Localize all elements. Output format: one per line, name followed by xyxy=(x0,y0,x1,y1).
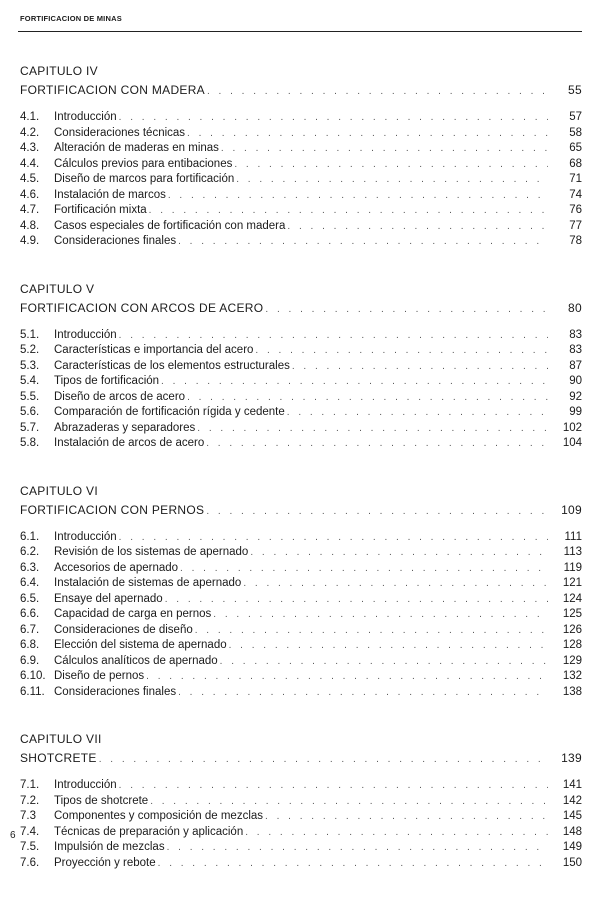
section-title: Casos especiales de fortificación con madera xyxy=(54,219,286,232)
section-title: Abrazaderas y separadores xyxy=(54,421,196,434)
chapter-title-row xyxy=(20,502,582,520)
dot-leader xyxy=(178,686,548,701)
toc-entry xyxy=(20,234,582,250)
toc-entry xyxy=(20,141,582,157)
section-number: 6.10. xyxy=(20,670,46,682)
dot-leader xyxy=(119,111,548,126)
dot-leader xyxy=(255,344,548,359)
dot-leader xyxy=(178,235,548,250)
section-page: 92 xyxy=(569,390,582,403)
section-number: 4.2. xyxy=(20,126,40,139)
section-number: 5.3. xyxy=(20,359,40,372)
running-header: FORTIFICACION DE MINAS xyxy=(20,14,122,23)
toc-entry xyxy=(20,157,582,173)
dot-leader xyxy=(158,857,548,872)
section-page: 57 xyxy=(569,111,582,123)
section-number: 4.9. xyxy=(20,235,40,247)
section-number: 4.3. xyxy=(20,142,40,154)
toc-entry xyxy=(20,328,582,344)
chapter-title-row xyxy=(20,300,582,318)
chapter-label: CAPITULO VII xyxy=(20,732,102,746)
section-number: 6.5. xyxy=(20,592,40,605)
chapter-title-row xyxy=(20,82,582,100)
toc-entry xyxy=(20,359,582,375)
section-title: Características de los elementos estructurales xyxy=(54,359,290,372)
dot-leader xyxy=(229,639,548,654)
chapter-title-row xyxy=(20,750,582,768)
chapter-title: FORTIFICACION CON MADERA xyxy=(20,83,205,97)
section-title: Fortificación mixta xyxy=(54,204,147,216)
section-page: 126 xyxy=(562,623,582,636)
dot-leader xyxy=(243,577,548,592)
dot-leader xyxy=(197,422,548,437)
section-number: 4.1. xyxy=(20,111,40,123)
section-page: 74 xyxy=(569,188,582,201)
section-page: 132 xyxy=(562,670,582,682)
dot-leader xyxy=(165,593,548,608)
section-page: 138 xyxy=(562,685,582,698)
toc-entry xyxy=(20,623,582,639)
section-page: 128 xyxy=(562,639,582,651)
toc-entry xyxy=(20,203,582,219)
toc-entry xyxy=(20,638,582,654)
toc-entry xyxy=(20,530,582,546)
section-number: 7.4. xyxy=(20,825,40,838)
dot-leader xyxy=(195,624,548,639)
section-title: Instalación de arcos de acero xyxy=(54,437,205,449)
section-title: Introducción xyxy=(54,328,117,341)
chapter-page: 109 xyxy=(561,502,582,517)
chapter-block xyxy=(20,282,582,452)
section-page: 142 xyxy=(562,794,582,807)
section-number: 5.6. xyxy=(20,406,40,418)
dot-leader xyxy=(161,375,548,390)
toc-entry xyxy=(20,825,582,841)
section-title: Revisión de los sistemas de apernado xyxy=(54,546,249,558)
table-of-contents xyxy=(20,64,582,903)
section-title: Capacidad de carga en pernos xyxy=(54,608,212,620)
dot-leader xyxy=(167,841,548,856)
dot-leader xyxy=(187,391,548,406)
chapter-title: FORTIFICACION CON PERNOS xyxy=(20,502,205,517)
section-title: Introducción xyxy=(54,530,117,543)
section-title: Alteración de maderas en minas xyxy=(54,142,219,154)
toc-entry xyxy=(20,343,582,359)
toc-entry xyxy=(20,405,582,421)
section-number: 4.8. xyxy=(20,219,40,232)
dot-leader xyxy=(99,752,548,768)
dot-leader xyxy=(265,810,548,825)
section-page: 145 xyxy=(562,810,582,822)
section-title: Diseño de arcos de acero xyxy=(54,390,186,403)
toc-entry xyxy=(20,592,582,608)
chapter-label: CAPITULO IV xyxy=(20,64,98,78)
dot-leader xyxy=(149,204,548,219)
section-title: Consideraciones de diseño xyxy=(54,623,193,636)
section-number: 5.8. xyxy=(20,437,40,449)
section-number: 6.8. xyxy=(20,639,40,651)
section-title: Cálculos analíticos de apernado xyxy=(54,654,218,667)
page-number: 6 xyxy=(10,830,16,841)
dot-leader xyxy=(206,504,548,520)
section-number: 5.4. xyxy=(20,375,40,387)
section-title: Consideraciones finales xyxy=(54,685,177,698)
section-number: 6.1. xyxy=(20,530,40,543)
section-page: 129 xyxy=(562,654,582,667)
section-page: 104 xyxy=(562,437,582,449)
section-page: 87 xyxy=(569,359,582,372)
section-number: 7.5. xyxy=(20,841,40,853)
section-number: 6.6. xyxy=(20,608,40,620)
section-title: Comparación de fortificación rígida y cedente xyxy=(54,406,285,418)
section-page: 149 xyxy=(562,841,582,853)
chapter-block xyxy=(20,732,582,871)
dot-leader xyxy=(292,360,548,375)
section-number: 6.11. xyxy=(20,685,45,698)
section-page: 99 xyxy=(569,406,582,418)
section-title: Tipos de shotcrete xyxy=(54,794,149,807)
dot-leader xyxy=(213,608,548,623)
chapter-label: CAPITULO V xyxy=(20,281,95,296)
section-page: 102 xyxy=(562,421,582,434)
toc-entry xyxy=(20,576,582,592)
section-number: 4.7. xyxy=(20,204,40,216)
section-title: Instalación de sistemas de apernado xyxy=(54,577,242,589)
section-number: 7.3 xyxy=(20,810,36,822)
section-title: Cálculos previos para entibaciones xyxy=(54,157,233,170)
section-title: Técnicas de preparación y aplicación xyxy=(54,825,244,838)
toc-entry xyxy=(20,809,582,825)
toc-entry xyxy=(20,669,582,685)
section-title: Introducción xyxy=(54,111,117,123)
dot-leader xyxy=(119,329,548,344)
dot-leader xyxy=(245,826,548,841)
toc-entry xyxy=(20,421,582,437)
chapter-page: 80 xyxy=(568,300,582,315)
section-number: 6.9. xyxy=(20,654,40,667)
dot-leader xyxy=(220,655,548,670)
dot-leader xyxy=(206,437,548,452)
section-title: Componentes y composición de mezclas xyxy=(54,810,264,822)
section-title: Introducción xyxy=(54,779,117,791)
section-title: Elección del sistema de apernado xyxy=(54,639,227,651)
section-title: Ensaye del apernado xyxy=(54,592,163,605)
chapter-title: SHOTCRETE xyxy=(20,751,97,765)
toc-entry xyxy=(20,172,582,188)
section-page: 141 xyxy=(562,779,582,791)
section-page: 124 xyxy=(562,592,582,605)
toc-entry xyxy=(20,856,582,872)
toc-entry xyxy=(20,654,582,670)
header-rule xyxy=(18,31,582,32)
section-title: Impulsión de mezclas xyxy=(54,841,165,853)
section-number: 7.1. xyxy=(20,779,40,791)
section-number: 4.4. xyxy=(20,157,40,170)
toc-entry xyxy=(20,390,582,406)
toc-entry xyxy=(20,110,582,126)
section-title: Consideraciones técnicas xyxy=(54,126,186,139)
section-page: 71 xyxy=(569,173,582,185)
section-number: 4.6. xyxy=(20,188,40,201)
section-page: 113 xyxy=(563,546,582,558)
dot-leader xyxy=(234,158,548,173)
section-page: 150 xyxy=(562,856,582,869)
section-number: 5.2. xyxy=(20,344,40,356)
dot-leader xyxy=(265,302,548,318)
section-title: Instalación de marcos xyxy=(54,188,166,201)
dot-leader xyxy=(119,531,548,546)
toc-entry xyxy=(20,794,582,810)
section-number: 6.7. xyxy=(20,623,40,636)
chapter-label: CAPITULO VI xyxy=(20,483,98,498)
section-title: Características e importancia del acero xyxy=(54,344,254,356)
section-title: Accesorios de apernado xyxy=(54,561,179,574)
dot-leader xyxy=(236,173,548,188)
dot-leader xyxy=(250,546,548,561)
dot-leader xyxy=(221,142,548,157)
section-title: Tipos de fortificación xyxy=(54,375,160,387)
toc-entry xyxy=(20,778,582,794)
dot-leader xyxy=(150,795,548,810)
dot-leader xyxy=(180,562,548,577)
section-number: 4.5. xyxy=(20,173,40,185)
section-title: Diseño de marcos para fortificación xyxy=(54,173,235,185)
section-number: 6.4. xyxy=(20,577,40,589)
section-page: 77 xyxy=(569,219,582,232)
section-title: Consideraciones finales xyxy=(54,235,177,247)
section-page: 90 xyxy=(569,375,582,387)
dot-leader xyxy=(119,779,548,794)
section-page: 58 xyxy=(569,126,582,139)
toc-entry xyxy=(20,685,582,701)
section-title: Proyección y rebote xyxy=(54,856,156,869)
dot-leader xyxy=(207,84,548,100)
section-page: 83 xyxy=(569,344,582,356)
toc-entry xyxy=(20,219,582,235)
toc-entry xyxy=(20,840,582,856)
section-page: 119 xyxy=(563,561,582,574)
toc-entry xyxy=(20,126,582,142)
chapter-block xyxy=(20,64,582,250)
section-page: 78 xyxy=(569,235,582,247)
toc-entry xyxy=(20,545,582,561)
dot-leader xyxy=(168,189,548,204)
section-number: 5.1. xyxy=(20,328,40,341)
section-number: 6.2. xyxy=(20,546,40,558)
section-number: 6.3. xyxy=(20,561,40,574)
section-page: 148 xyxy=(562,825,582,838)
section-page: 111 xyxy=(564,530,582,543)
dot-leader xyxy=(287,220,548,235)
dot-leader xyxy=(287,406,548,421)
section-number: 7.6. xyxy=(20,856,40,869)
section-page: 83 xyxy=(569,328,582,341)
section-page: 65 xyxy=(569,142,582,154)
chapter-title: FORTIFICACION CON ARCOS DE ACERO xyxy=(20,300,264,315)
chapter-block xyxy=(20,484,582,701)
toc-entry xyxy=(20,561,582,577)
chapter-page: 139 xyxy=(561,751,582,765)
toc-entry xyxy=(20,607,582,623)
toc-entry xyxy=(20,374,582,390)
section-page: 76 xyxy=(569,204,582,216)
chapter-page: 55 xyxy=(568,83,582,97)
dot-leader xyxy=(187,127,548,142)
section-page: 125 xyxy=(562,608,582,620)
toc-entry xyxy=(20,188,582,204)
section-number: 5.5. xyxy=(20,390,40,403)
section-title: Diseño de pernos xyxy=(54,670,145,682)
dot-leader xyxy=(146,670,548,685)
toc-entry xyxy=(20,436,582,452)
section-number: 5.7. xyxy=(20,421,40,434)
section-page: 68 xyxy=(569,157,582,170)
section-number: 7.2. xyxy=(20,794,40,807)
section-page: 121 xyxy=(562,577,582,589)
